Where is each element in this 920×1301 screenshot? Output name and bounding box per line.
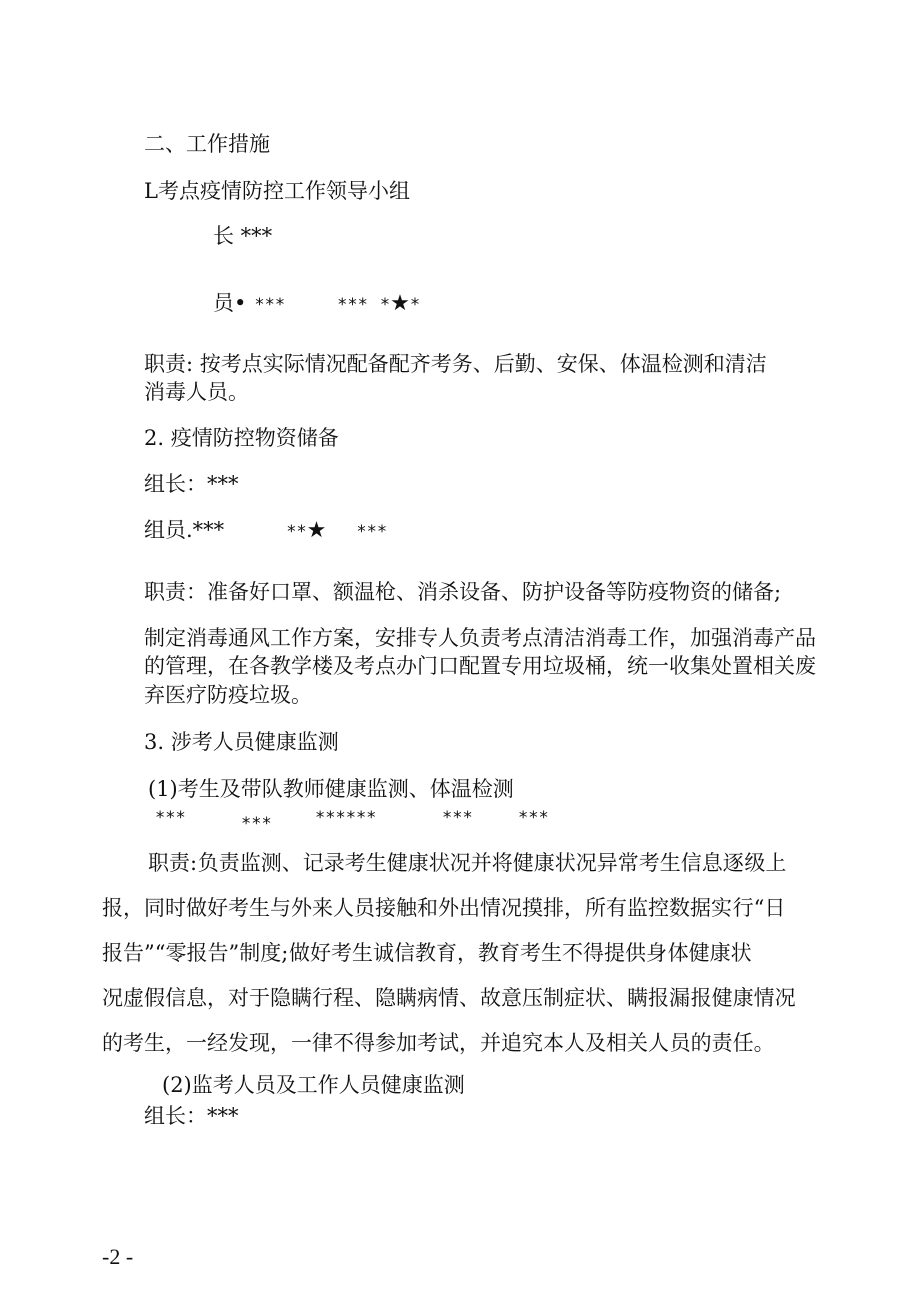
item2-title: 2. 疫情防控物资储备 [144,426,339,450]
star-icon: ★ [390,291,410,316]
item3-sub1-name-2: *** [241,814,272,834]
item1-title: L考点疫情防控工作领导小组 [144,179,410,203]
item2-member-b: ** [286,522,307,542]
item1-duty-line1: 职责: 按考点实际情况配备配齐考务、后勤、安保、体温检测和清洁 [144,352,767,376]
item3-sub1-duty-line2: 报，同时做好考生与外来人员接触和外出情况摸排，所有监控数据实 行“日 [102,896,786,920]
item1-leader-text: 长 *** [213,224,273,248]
section-title: 二、工作措施 [144,132,270,156]
item3-sub1-title: (1)考生及带队教师健康监测、体温检测 [148,777,514,801]
item1-leader [213,222,272,250]
item2-members [144,516,387,546]
item2-duty-line4: 弃医疗防疫垃圾。 [144,683,312,707]
star-icon: ★ [306,518,327,543]
item1-member-d: * [409,295,421,315]
item1-members [213,289,420,319]
item1-member-b: *** [337,295,368,315]
item3-sub1-duty-line5: 的考生，一经发现，一律不得参加考试，并追究本人及相关人 员的责任。 [102,1031,775,1055]
item3-sub1-duty-line3: 报告”“零报告”制度; 做好考生诚信教育，教育考生不得提供身 体健康状 [102,941,752,965]
item2-leader: 组长：*** [144,472,239,496]
item3-sub1-name-4: *** [442,808,473,828]
item1-member-c: * [379,295,391,315]
item2-duty-line1: 职责：准备好口罩、额温枪、消杀设备、防护设备等防疫物资的储备; [144,580,782,604]
item1-duty-line2: 消毒人员。 [144,380,249,404]
item3-title: 3. 涉考人员健康监测 [144,730,339,754]
item3-sub2-title: (2)监考人员及工作人员健康监测 [162,1073,465,1097]
item2-duty-line3: 的管理，在各教学楼及考点办门口配置专用垃圾桶，统一收集处置相关废 [144,654,816,678]
item3-sub1-name-1: *** [155,808,186,828]
item3-sub1-duty-line4: 况虚假信息，对于隐瞒行程、隐瞒病情、故意压制症状、瞒报漏 报健康情况 [102,986,796,1010]
item3-sub1-name-5: *** [518,808,549,828]
item3-sub1-name-3: ****** [315,808,377,828]
item2-members-prefix: 组员.*** [144,518,225,542]
item2-member-c: *** [356,522,388,542]
page-number: -2 - [102,1244,134,1269]
item1-members-prefix: 员• [213,291,247,315]
item1-member-a: *** [254,295,286,315]
item2-duty-line2: 制定消毒通风工作方案，安排专人负责考点清洁消毒工作，加强消毒产品 [144,626,816,650]
item3-sub2-leader: 组长：*** [144,1104,239,1128]
item3-sub1-duty-line1: 职责: 负责监测、记录考生健康状况并将健康状况异常考生信息逐 级上 [148,851,787,875]
